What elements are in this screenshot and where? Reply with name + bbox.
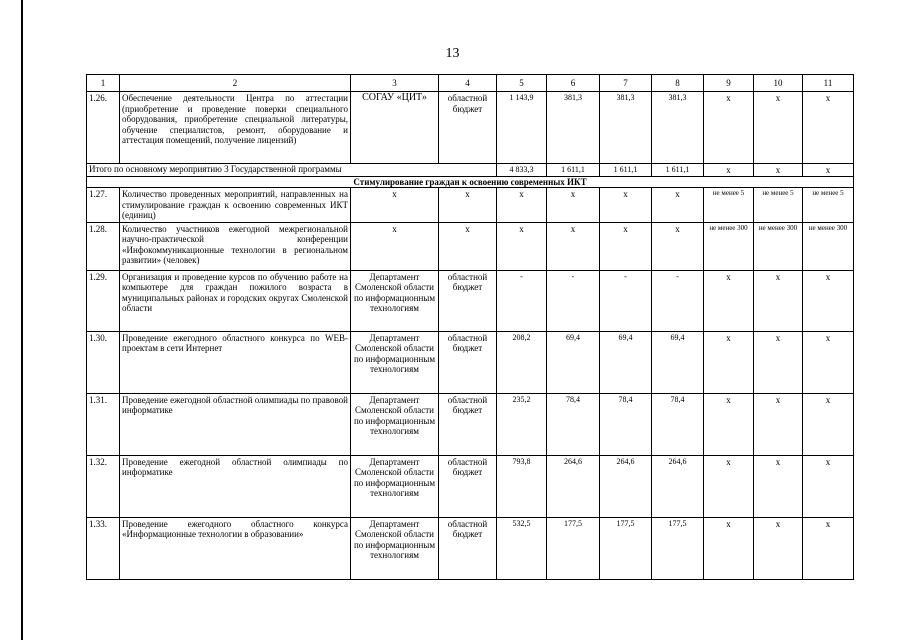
program-table (86, 74, 854, 580)
header-cell: 9 (704, 75, 754, 92)
amount-year-1: 78,4 (547, 393, 600, 455)
table-row (87, 455, 854, 517)
target-year-3: х (803, 331, 854, 393)
table-row (87, 92, 854, 164)
row-number: 1.29. (87, 270, 120, 331)
target-year-1: не менее 5 (704, 188, 754, 223)
amount-year-1: 69,4 (547, 331, 600, 393)
header-cell: 7 (600, 75, 652, 92)
row-number: 1.31. (87, 393, 120, 455)
total-year-2: 1 611,1 (600, 164, 652, 177)
target-year-2: х (754, 331, 803, 393)
executor: Департамент Смоленской области по информационным технологиям (351, 455, 439, 517)
target-year-1: х (704, 331, 754, 393)
amount-year-3: 177,5 (652, 517, 704, 579)
indicator-name: Количество проведенных мероприятий, направленных на стимулирование граждан к освоению современных ИКТ (единиц) (120, 188, 351, 223)
target-year-1: х (704, 393, 754, 455)
total-target-3: х (803, 164, 854, 177)
executor: СОГАУ «ЦИТ» (351, 92, 439, 164)
amount-total: 793,8 (497, 455, 547, 517)
amount-total: 235,2 (497, 393, 547, 455)
funding-source: областной бюджет (439, 270, 497, 331)
funding-source: областной бюджет (439, 92, 497, 164)
amount-year-2: - (600, 270, 652, 331)
section-row (87, 177, 854, 188)
header-cell: 3 (351, 75, 439, 92)
amount-year-3: х (652, 222, 704, 270)
target-year-3: х (803, 517, 854, 579)
target-year-3: х (803, 455, 854, 517)
target-year-1: не менее 300 (704, 222, 754, 270)
target-year-1: х (704, 92, 754, 164)
executor: Департамент Смоленской области по информационным технологиям (351, 517, 439, 579)
amount-year-1: х (547, 188, 600, 223)
header-cell: 11 (803, 75, 854, 92)
target-year-1: х (704, 270, 754, 331)
table-row (87, 331, 854, 393)
funding-source: х (439, 188, 497, 223)
activity-name: Проведение ежегодной областной олимпиады по правовой информатике (120, 393, 351, 455)
table-header-row (87, 75, 854, 92)
activity-name: Обеспечение деятельности Центра по аттестации (приобретение и проведение поверки специального оборудования, приобретение специальной литературы, обучение специалистов, ремонт, оборудование и аттестация помещений, получение лицензий) (120, 92, 351, 164)
amount-year-3: 69,4 (652, 331, 704, 393)
amount-total: 1 143,9 (497, 92, 547, 164)
row-number: 1.26. (87, 92, 120, 164)
row-number: 1.28. (87, 222, 120, 270)
amount-year-2: 177,5 (600, 517, 652, 579)
target-year-3: не менее 5 (803, 188, 854, 223)
header-cell: 2 (120, 75, 351, 92)
amount-year-2: х (600, 222, 652, 270)
table-row (87, 270, 854, 331)
target-year-2: х (754, 92, 803, 164)
amount-year-1: х (547, 222, 600, 270)
indicator-name: Количество участников ежегодной межрегиональной научно-практической конференции «Инфокоммуникационные технологии в региональном развитии» (человек) (120, 222, 351, 270)
amount-year-1: 381,3 (547, 92, 600, 164)
amount-year-1: 177,5 (547, 517, 600, 579)
amount-year-3: 264,6 (652, 455, 704, 517)
amount-total: 532,5 (497, 517, 547, 579)
amount-year-2: 78,4 (600, 393, 652, 455)
page-number: 13 (445, 46, 460, 61)
row-number: 1.30. (87, 331, 120, 393)
amount-year-2: х (600, 188, 652, 223)
total-row (87, 164, 854, 177)
activity-name: Проведение ежегодной областной олимпиады по информатике (120, 455, 351, 517)
target-year-2: х (754, 270, 803, 331)
executor: Департамент Смоленской области по информационным технологиям (351, 331, 439, 393)
amount-year-3: 78,4 (652, 393, 704, 455)
amount-year-1: - (547, 270, 600, 331)
total-label: Итого по основному мероприятию 3 Государственной программы (87, 164, 497, 177)
amount-year-3: - (652, 270, 704, 331)
row-number: 1.33. (87, 517, 120, 579)
amount-year-3: х (652, 188, 704, 223)
target-year-2: х (754, 517, 803, 579)
target-year-2: х (754, 393, 803, 455)
total-year-1: 1 611,1 (547, 164, 600, 177)
target-year-1: х (704, 517, 754, 579)
row-number: 1.27. (87, 188, 120, 223)
funding-source: областной бюджет (439, 517, 497, 579)
section-title: Стимулирование граждан к освоению современных ИКТ (87, 177, 854, 188)
amount-total: - (497, 270, 547, 331)
target-year-2: х (754, 455, 803, 517)
target-year-3: х (803, 270, 854, 331)
page-left-rule (21, 0, 23, 640)
total-target-2: х (754, 164, 803, 177)
activity-name: Проведение ежегодного областного конкурса «Информационные технологии в образовании» (120, 517, 351, 579)
target-year-2: не менее 5 (754, 188, 803, 223)
executor: х (351, 188, 439, 223)
table-row (87, 222, 854, 270)
table-row (87, 188, 854, 223)
header-cell: 10 (754, 75, 803, 92)
amount-year-2: 264,6 (600, 455, 652, 517)
executor: х (351, 222, 439, 270)
total-amount: 4 833,3 (497, 164, 547, 177)
amount-total: х (497, 188, 547, 223)
activity-name: Организация и проведение курсов по обучению работе на компьютере для граждан пожилого возраста в муниципальных районах и городских округах Смоленской области (120, 270, 351, 331)
header-cell: 5 (497, 75, 547, 92)
activity-name: Проведение ежегодного областного конкурса по WEB-проектам в сети Интернет (120, 331, 351, 393)
target-year-3: х (803, 92, 854, 164)
executor: Департамент Смоленской области по информационным технологиям (351, 270, 439, 331)
header-cell: 8 (652, 75, 704, 92)
funding-source: областной бюджет (439, 331, 497, 393)
table-row (87, 517, 854, 579)
amount-year-2: 381,3 (600, 92, 652, 164)
header-cell: 1 (87, 75, 120, 92)
funding-source: областной бюджет (439, 455, 497, 517)
header-cell: 4 (439, 75, 497, 92)
amount-total: 208,2 (497, 331, 547, 393)
amount-total: х (497, 222, 547, 270)
executor: Департамент Смоленской области по информационным технологиям (351, 393, 439, 455)
target-year-3: не менее 300 (803, 222, 854, 270)
total-target-1: х (704, 164, 754, 177)
row-number: 1.32. (87, 455, 120, 517)
amount-year-2: 69,4 (600, 331, 652, 393)
target-year-3: х (803, 393, 854, 455)
target-year-1: х (704, 455, 754, 517)
total-year-3: 1 611,1 (652, 164, 704, 177)
amount-year-1: 264,6 (547, 455, 600, 517)
funding-source: х (439, 222, 497, 270)
table-row (87, 393, 854, 455)
target-year-2: не менее 300 (754, 222, 803, 270)
amount-year-3: 381,3 (652, 92, 704, 164)
header-cell: 6 (547, 75, 600, 92)
funding-source: областной бюджет (439, 393, 497, 455)
